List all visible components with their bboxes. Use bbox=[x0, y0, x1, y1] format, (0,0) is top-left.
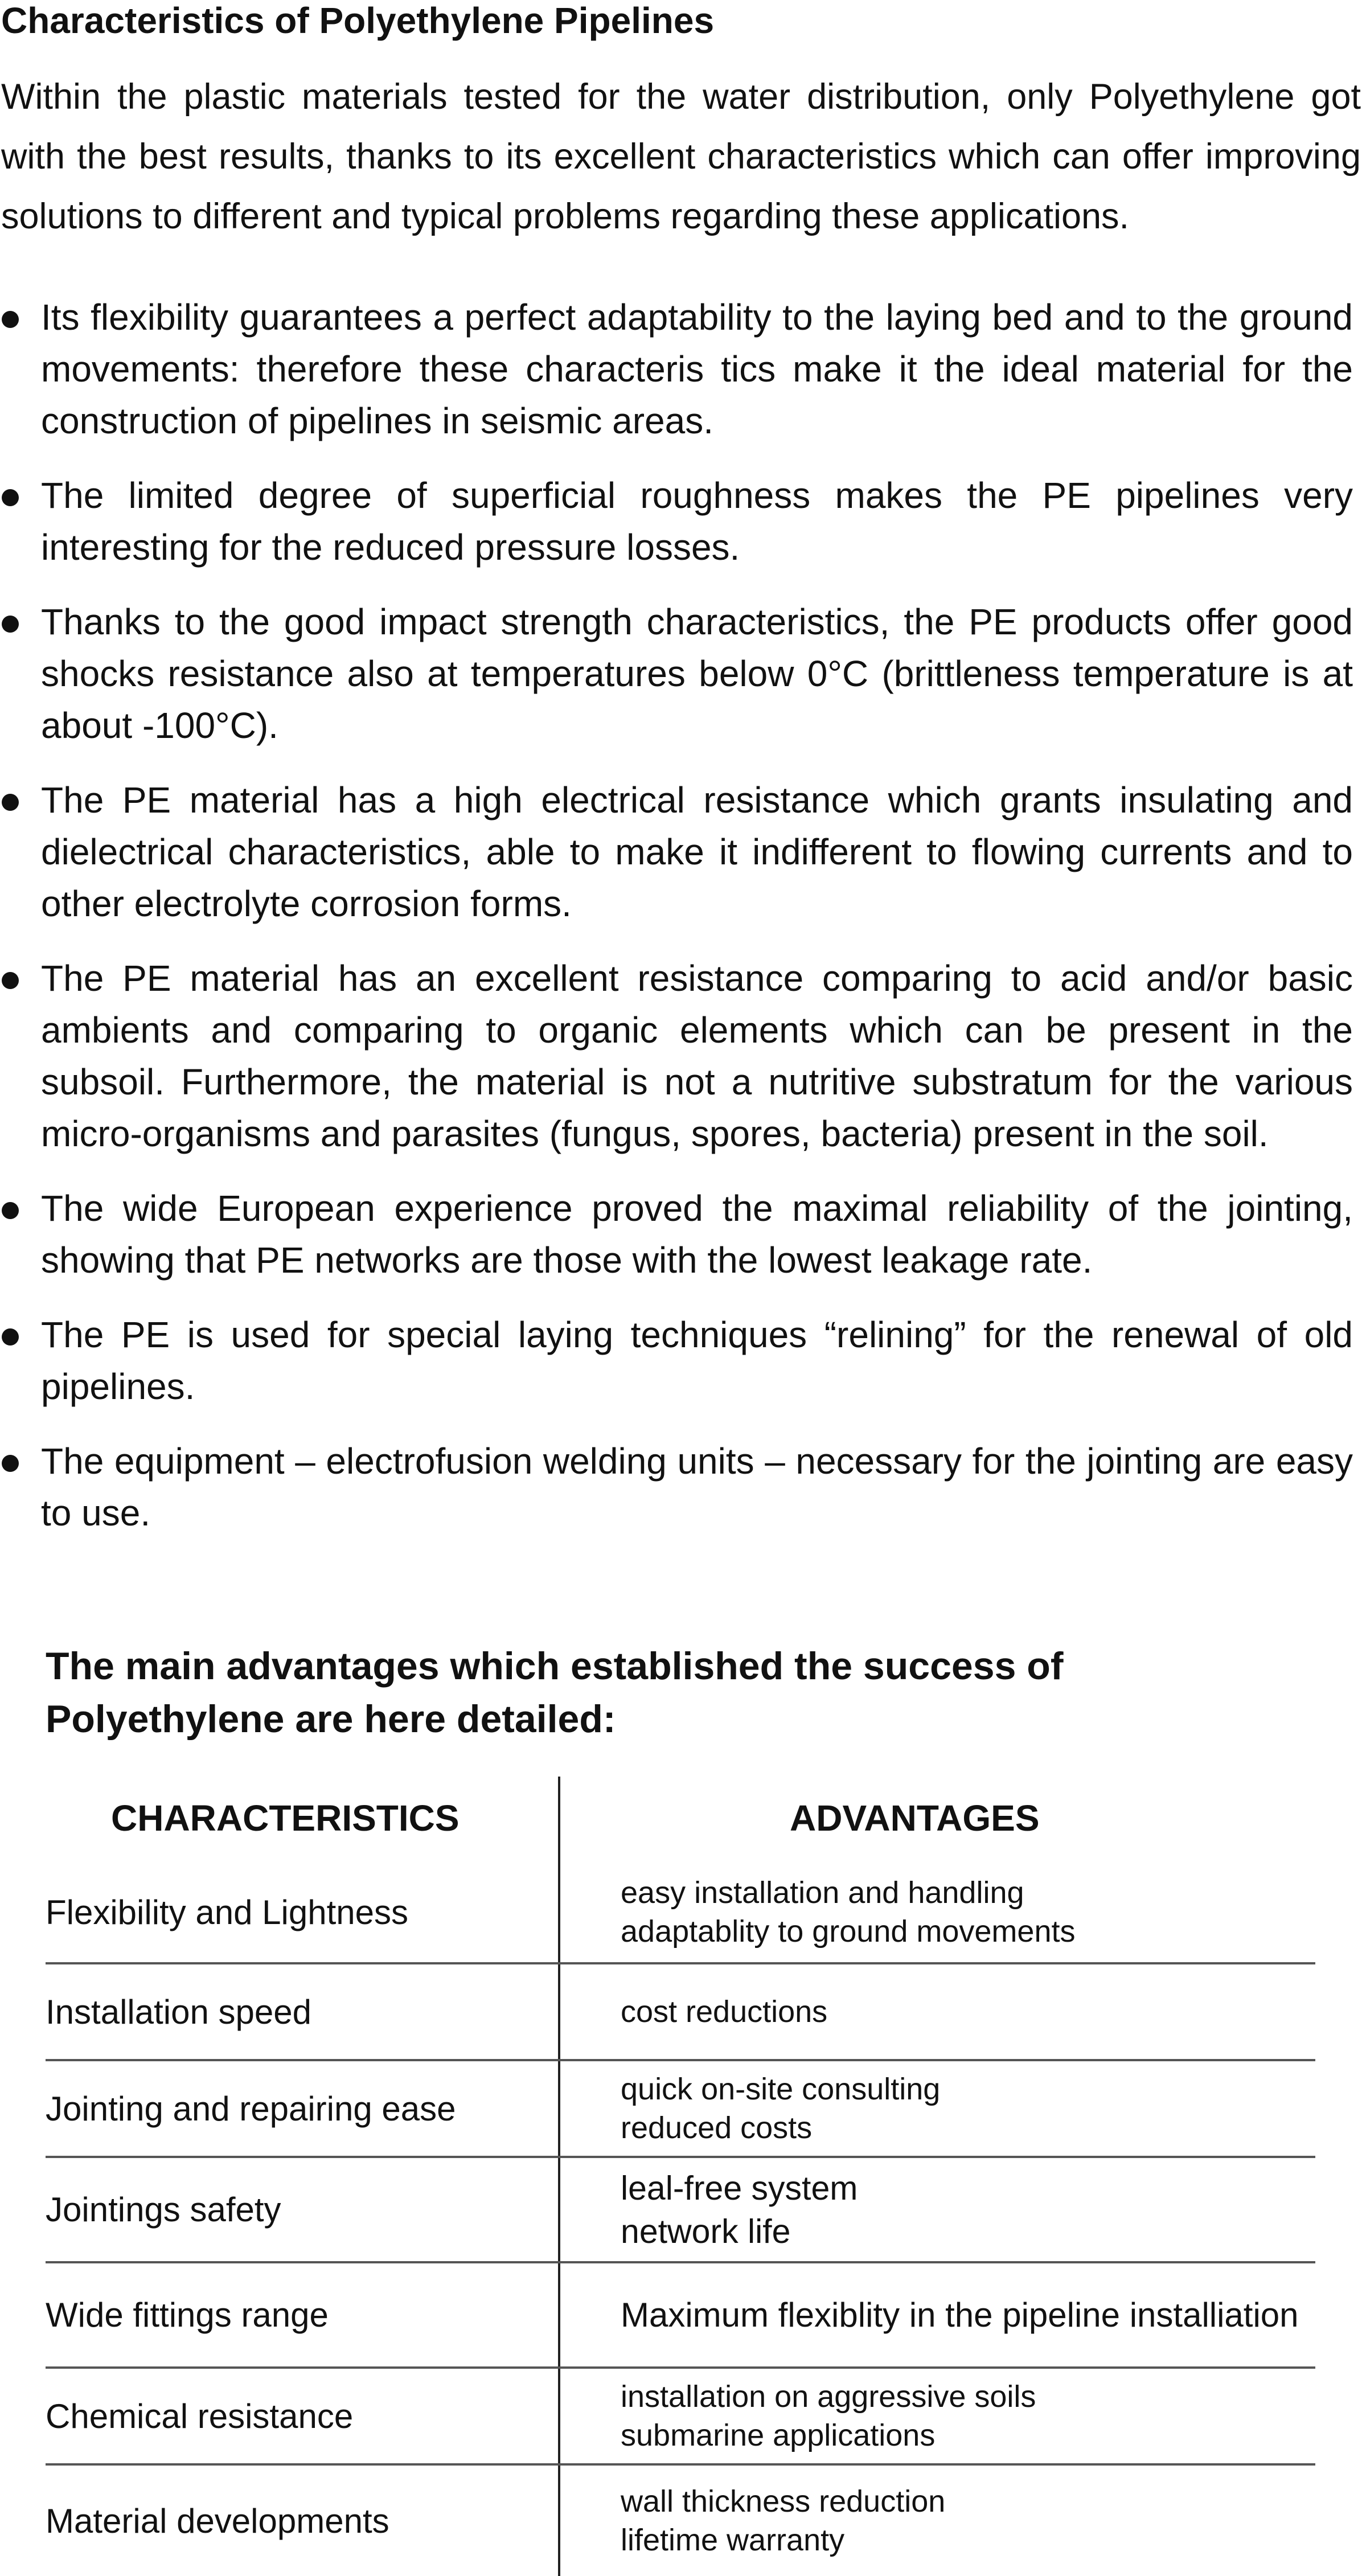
table-row bbox=[46, 2158, 1315, 2263]
advantage-line: wall thickness reduction bbox=[621, 2484, 946, 2518]
advantage-line: reduced costs bbox=[621, 2111, 813, 2145]
advantages-cell bbox=[621, 1862, 1315, 1962]
table-row bbox=[46, 2369, 1315, 2466]
advantages-heading bbox=[46, 1640, 1241, 1746]
advantages-cell bbox=[621, 2263, 1315, 2366]
advantage-line: quick on-site consulting bbox=[621, 2072, 941, 2106]
advantages-cell bbox=[621, 2158, 1315, 2261]
characteristic-cell: Jointings safety bbox=[46, 2191, 281, 2229]
advantage-line: submarine applications bbox=[621, 2418, 936, 2452]
advantages-cell bbox=[621, 2466, 1315, 2576]
bullet-item-equipment bbox=[0, 1435, 1353, 1539]
bullet-text: The equipment – electrofusion welding units – necessary for the jointing are easy to use. bbox=[41, 1441, 1353, 1533]
bullet-dot-icon bbox=[2, 489, 19, 506]
bullet-dot-icon bbox=[2, 1455, 19, 1472]
bullet-item-relining bbox=[0, 1309, 1353, 1413]
characteristic-cell: Material developments bbox=[46, 2501, 389, 2540]
bullet-text: Thanks to the good impact strength characteristics, the PE products offer good shocks resistance also at temperatures below 0°C (brittleness temperature is at about -100°C). bbox=[41, 601, 1353, 746]
bullet-item-roughness bbox=[0, 470, 1353, 573]
header-characteristics: CHARACTERISTICS bbox=[111, 1798, 460, 1839]
advantages-heading-line-2: Polyethylene are here detailed: bbox=[46, 1697, 616, 1741]
bullet-dot-icon bbox=[2, 311, 19, 328]
characteristic-cell: Jointing and repairing ease bbox=[46, 2089, 456, 2128]
bullet-item-chemical-resistance bbox=[0, 953, 1353, 1160]
table-row bbox=[46, 1862, 1315, 1964]
bullet-text: The PE material has a high electrical resistance which grants insulating and dielectrical characteristics, able to make it indifferent to flowing currents and to other electrolyte corrosion forms. bbox=[41, 780, 1353, 924]
bullet-dot-icon bbox=[2, 616, 19, 633]
characteristic-cell: Chemical resistance bbox=[46, 2397, 354, 2435]
page-title: Characteristics of Polyethylene Pipelines bbox=[1, 0, 715, 41]
advantage-line: installation on aggressive soils bbox=[621, 2380, 1036, 2414]
bullet-item-electrical-resistance bbox=[0, 774, 1353, 930]
advantages-heading-line-1: The main advantages which established the success of bbox=[46, 1644, 1064, 1688]
table-row bbox=[46, 1964, 1315, 2061]
table-row bbox=[46, 2061, 1315, 2158]
advantages-cell bbox=[621, 1964, 1315, 2059]
bullet-text: The PE material has an excellent resistance comparing to acid and/or basic ambients and comparing to organic elements which can be present in the subsoil. Furthermore, the material is not a nutritive substratum for the various micro-organisms and parasites (fungus, spores, bacteria) present in the soil. bbox=[41, 958, 1353, 1154]
bullet-item-jointing-reliability bbox=[0, 1183, 1353, 1286]
advantage-line: leal-free system bbox=[621, 2169, 858, 2207]
advantage-line: cost reductions bbox=[621, 1995, 828, 2029]
advantages-table bbox=[46, 1777, 1315, 2576]
table-row bbox=[46, 2466, 1315, 2576]
advantages-cell bbox=[621, 2061, 1315, 2156]
advantage-line: easy installation and handling bbox=[621, 1876, 1024, 1910]
characteristic-cell: Installation speed bbox=[46, 1992, 311, 2031]
table-row bbox=[46, 2263, 1315, 2369]
characteristic-cell: Wide fittings range bbox=[46, 2296, 329, 2334]
bullet-dot-icon bbox=[2, 972, 19, 989]
bullet-text: The limited degree of superficial roughness makes the PE pipelines very interesting for the reduced pressure losses. bbox=[41, 475, 1353, 568]
advantage-line: lifetime warranty bbox=[621, 2523, 845, 2557]
bullet-text: The wide European experience proved the maximal reliability of the jointing, showing that PE networks are those with the lowest leakage rate. bbox=[41, 1188, 1353, 1281]
intro-paragraph: Within the plastic materials tested for the water distribution, only Polyethylene got with the best results, thanks to its excellent characteristics which can offer improving solutions to different and typical problems regarding these applications. bbox=[1, 77, 1361, 236]
advantages-cell bbox=[621, 2369, 1315, 2463]
bullet-dot-icon bbox=[2, 794, 19, 811]
header-advantages: ADVANTAGES bbox=[790, 1798, 1040, 1839]
advantage-line: network life bbox=[621, 2212, 791, 2250]
characteristics-bullet-list bbox=[0, 292, 1362, 1562]
bullet-text: Its flexibility guarantees a perfect adaptability to the laying bed and to the ground movements: therefore these characteris tics make it the ideal material for the construction of pipelines in seismic areas. bbox=[41, 297, 1353, 441]
bullet-item-flexibility bbox=[0, 292, 1353, 447]
characteristic-cell: Flexibility and Lightness bbox=[46, 1893, 409, 1931]
bullet-text: The PE is used for special laying techniques “relining” for the renewal of old pipelines. bbox=[41, 1314, 1353, 1407]
advantage-line: Maximum flexiblity in the pipeline installiation bbox=[621, 2295, 1299, 2334]
bullet-item-impact-strength bbox=[0, 596, 1353, 752]
advantage-line: adaptablity to ground movements bbox=[621, 1914, 1076, 1949]
bullet-dot-icon bbox=[2, 1202, 19, 1219]
bullet-dot-icon bbox=[2, 1328, 19, 1346]
